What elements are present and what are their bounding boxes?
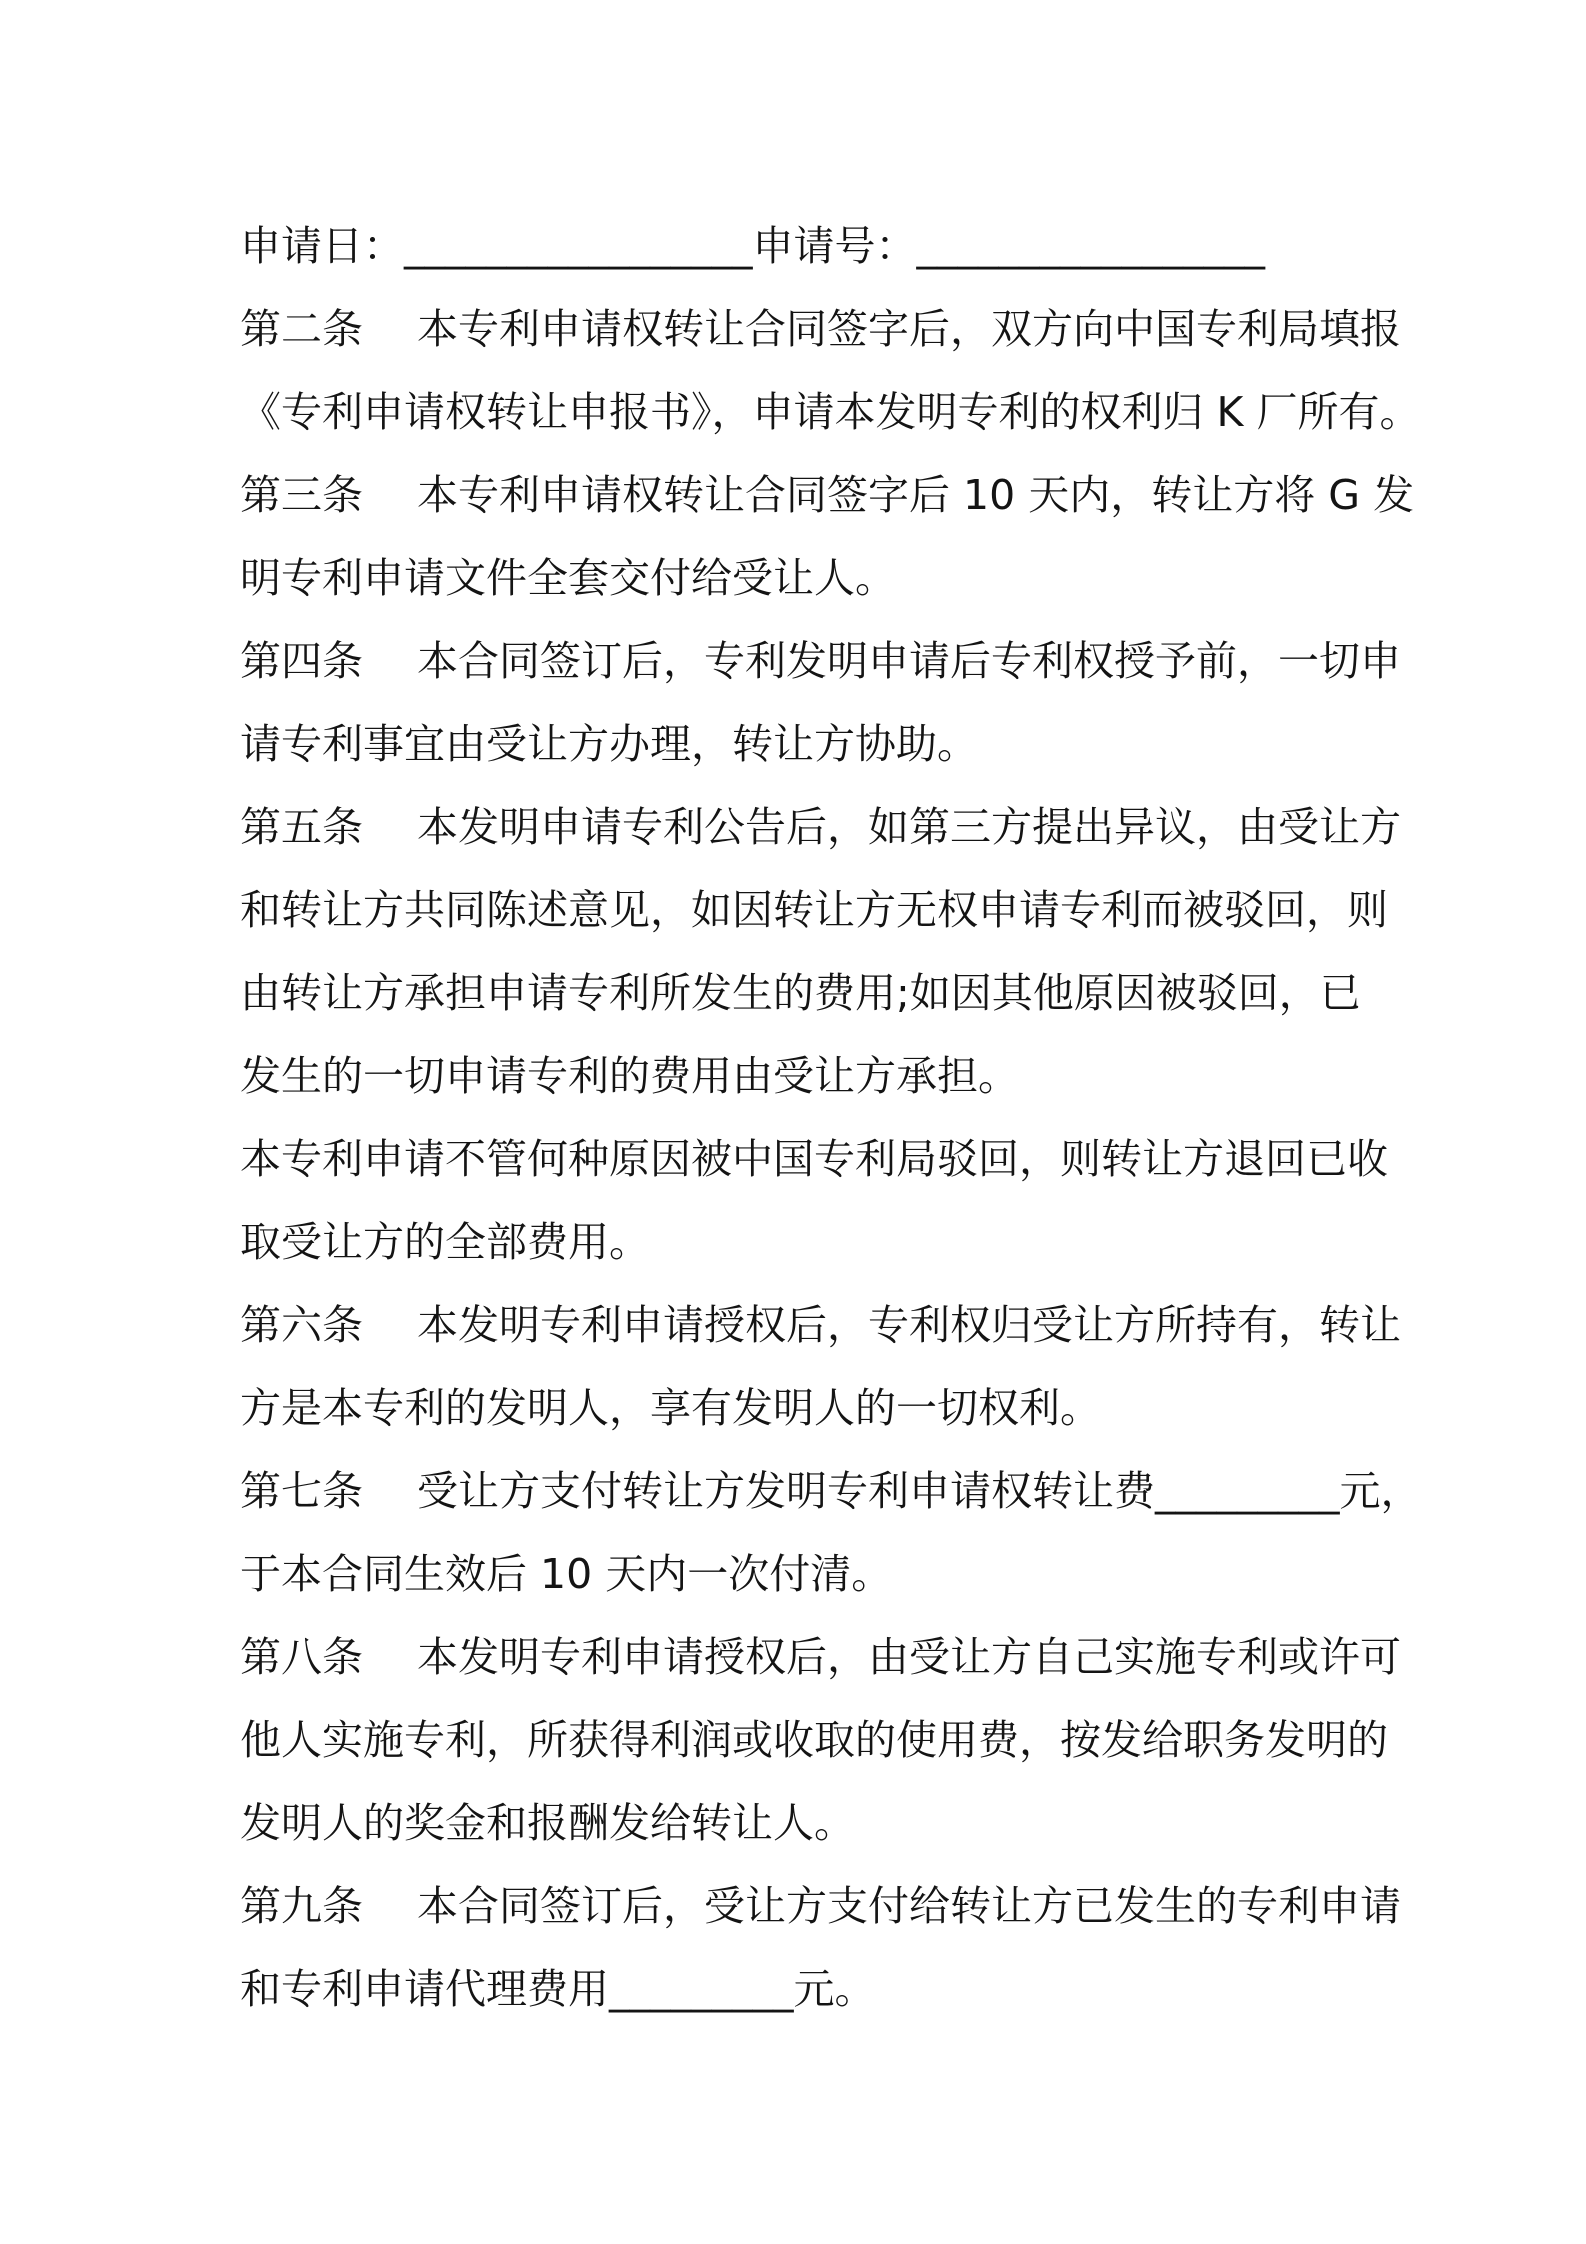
article-9-text-2: 和专利申请代理费用_________元。 <box>240 1965 876 2013</box>
article-8-line-2 <box>240 1699 1388 1782</box>
article-6-line-1 <box>240 1284 1401 1367</box>
article-4-line-1 <box>240 620 1401 703</box>
article-5-line-5 <box>240 1118 1388 1201</box>
article-2-heading: 第二条 <box>240 305 363 353</box>
article-5-line-2 <box>240 869 1388 952</box>
article-4-line-2 <box>240 703 1360 786</box>
article-5-line-4 <box>240 1035 1360 1118</box>
article-7-line-2 <box>240 1533 1360 1616</box>
article-4-heading: 第四条 <box>240 637 363 685</box>
article-8-text-1: 本发明专利申请授权后，由受让方自己实施专利或许可 <box>417 1633 1401 1681</box>
article-5-text-4: 发生的一切申请专利的费用由受让方承担。 <box>240 1052 1019 1100</box>
application-date-and-number-line <box>240 205 1360 288</box>
article-3-line-1 <box>240 454 1415 537</box>
article-2-line-2 <box>240 371 1421 454</box>
article-8-line-1 <box>240 1616 1401 1699</box>
article-6-line-2 <box>240 1367 1360 1450</box>
article-6-text-1: 本发明专利申请授权后，专利权归受让方所持有，转让 <box>417 1301 1401 1349</box>
article-9-heading: 第九条 <box>240 1882 363 1930</box>
article-8-text-2: 他人实施专利，所获得利润或收取的使用费，按发给职务发明的 <box>240 1716 1388 1764</box>
article-7-heading: 第七条 <box>240 1467 363 1515</box>
article-3-text-2: 明专利申请文件全套交付给受让人。 <box>240 554 896 602</box>
article-8-line-3 <box>240 1782 1360 1865</box>
article-8-heading: 第八条 <box>240 1633 363 1681</box>
article-5-text-3: 由转让方承担申请专利所发生的费用;如因其他原因被驳回，已 <box>240 969 1361 1017</box>
article-4-text-1: 本合同签订后，专利发明申请后专利权授予前，一切申 <box>417 637 1401 685</box>
article-8-text-3: 发明人的奖金和报酬发给转让人。 <box>240 1799 855 1847</box>
article-7-line-1 <box>240 1450 1422 1533</box>
article-9-line-1 <box>240 1865 1401 1948</box>
article-5-text-6: 取受让方的全部费用。 <box>240 1218 650 1266</box>
article-5-text-5: 本专利申请不管何种原因被中国专利局驳回，则转让方退回已收 <box>240 1135 1388 1183</box>
article-3-line-2 <box>240 537 1360 620</box>
article-2-text-2: 《专利申请权转让申报书》，申请本发明专利的权利归 K 厂所有。 <box>240 388 1421 436</box>
article-5-heading: 第五条 <box>240 803 363 851</box>
article-6-text-2: 方是本专利的发明人，享有发明人的一切权利。 <box>240 1384 1101 1432</box>
article-9-line-2 <box>240 1948 1360 2031</box>
article-7-text-2: 于本合同生效后 10 天内一次付清。 <box>240 1550 893 1598</box>
article-5-line-6 <box>240 1201 1360 1284</box>
article-4-text-2: 请专利事宜由受让方办理，转让方协助。 <box>240 720 978 768</box>
article-2-line-1 <box>240 288 1401 371</box>
document-page <box>240 205 1422 2031</box>
article-2-text-1: 本专利申请权转让合同签字后，双方向中国专利局填报 <box>417 305 1401 353</box>
article-5-line-3 <box>240 952 1360 1035</box>
article-3-heading: 第三条 <box>240 471 363 519</box>
article-5-text-2: 和转让方共同陈述意见，如因转让方无权申请专利而被驳回，则 <box>240 886 1388 934</box>
article-6-heading: 第六条 <box>240 1301 363 1349</box>
article-5-line-1 <box>240 786 1401 869</box>
article-3-text-1: 本专利申请权转让合同签字后 10 天内，转让方将 G 发 <box>417 471 1415 519</box>
application-date-number-text: 申请日：_________________申请号：_________________ <box>240 222 1265 270</box>
article-7-text-1: 受让方支付转让方发明专利申请权转让费_________元， <box>417 1467 1422 1515</box>
article-5-text-1: 本发明申请专利公告后，如第三方提出异议，由受让方 <box>417 803 1401 851</box>
article-9-text-1: 本合同签订后，受让方支付给转让方已发生的专利申请 <box>417 1882 1401 1930</box>
